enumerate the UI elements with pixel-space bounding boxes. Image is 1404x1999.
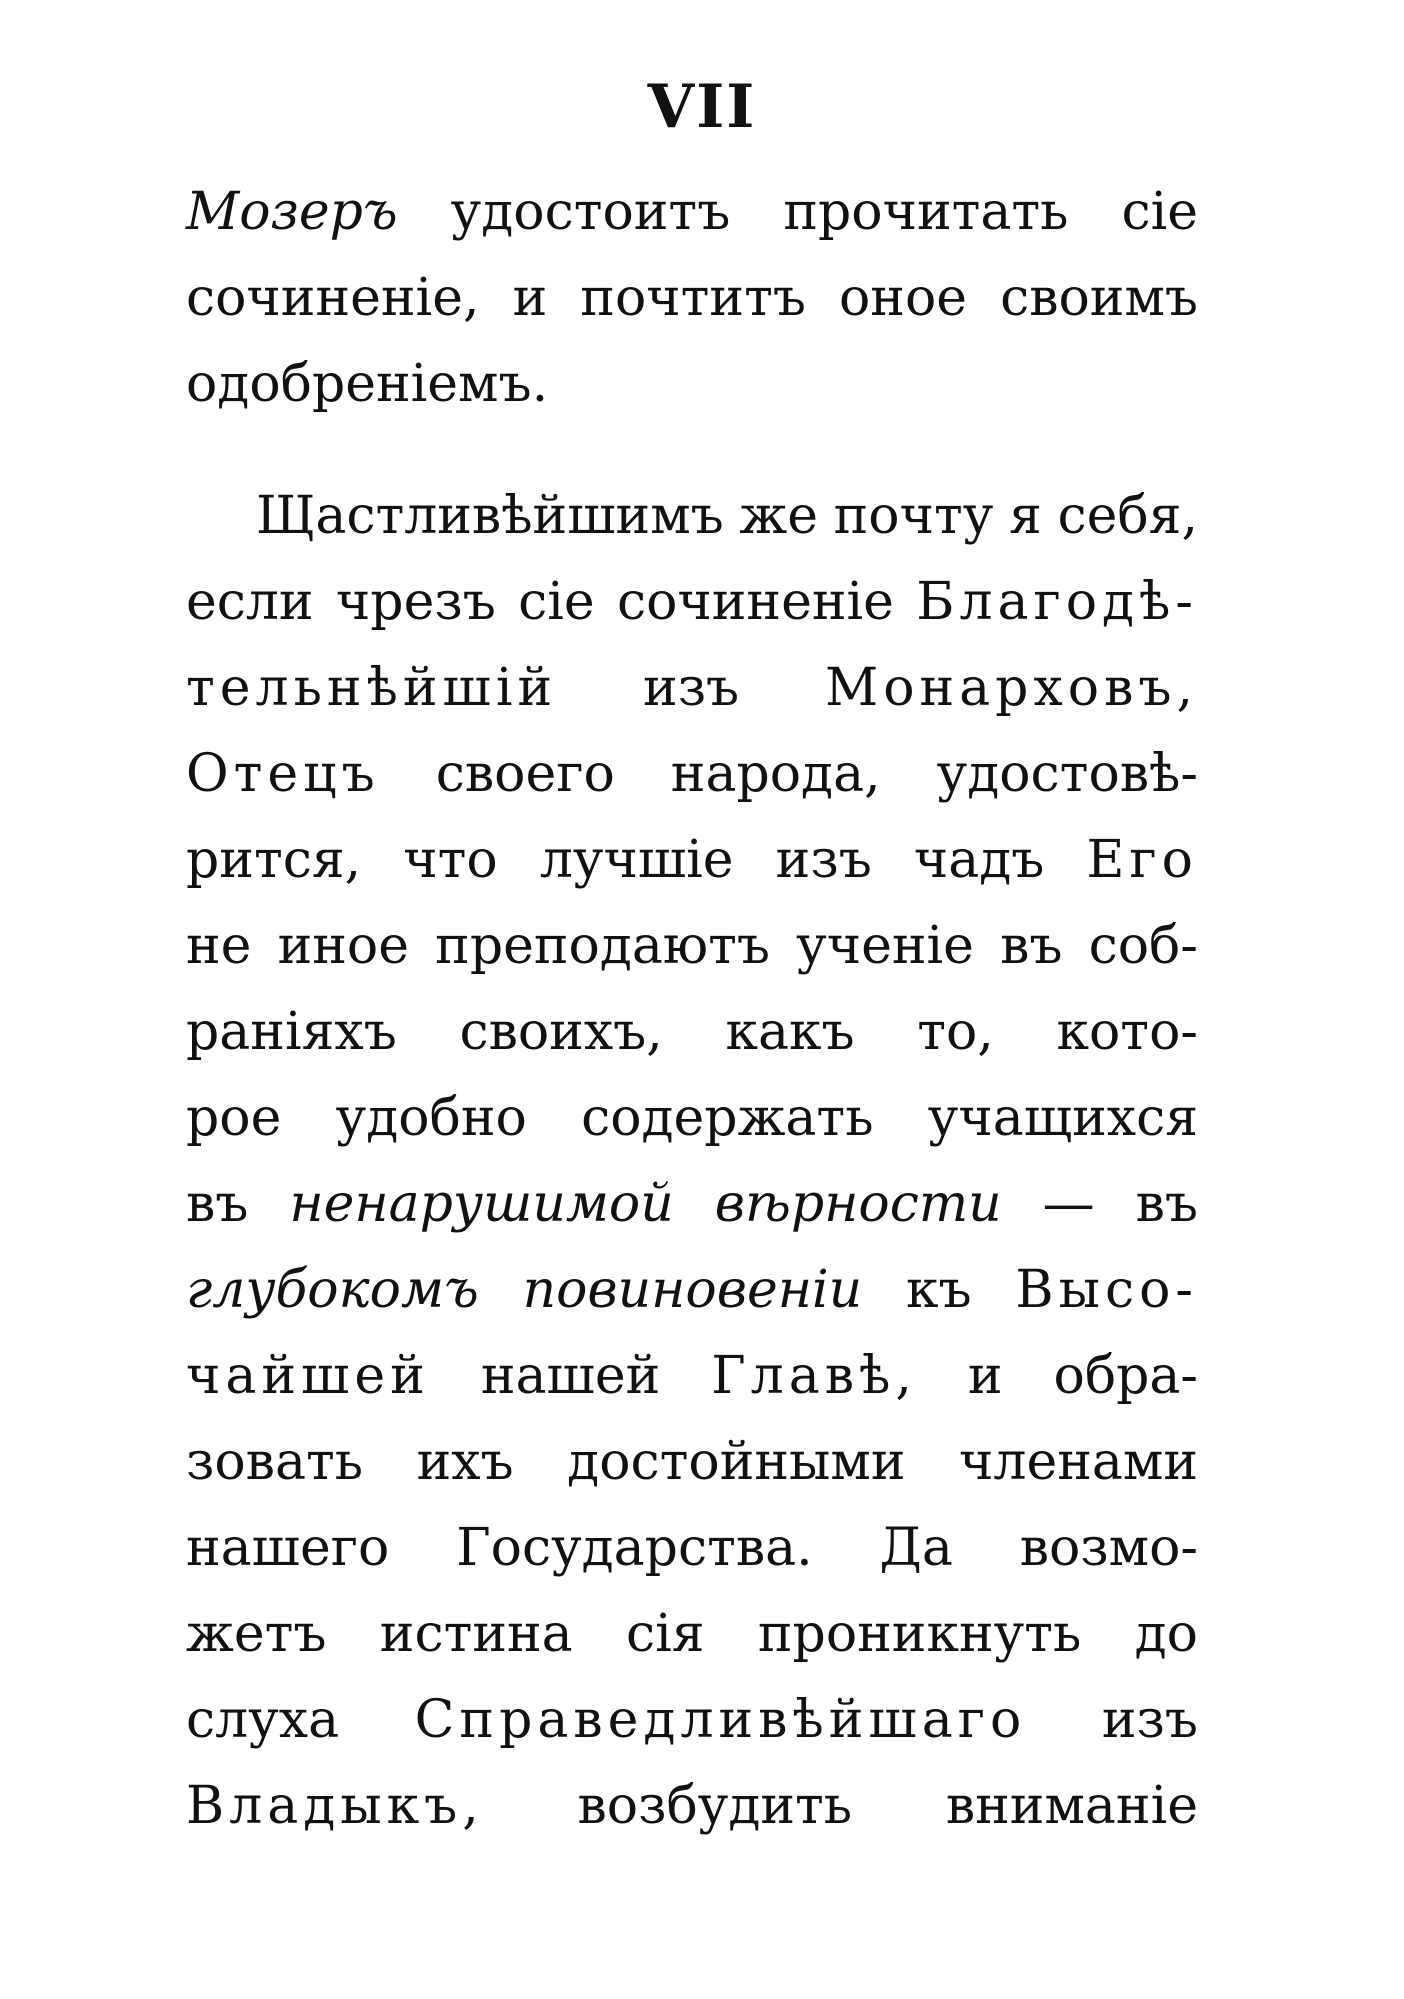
- word: сочиненіе: [616, 572, 894, 632]
- word: изъ: [775, 830, 872, 890]
- word: ихъ: [416, 1432, 514, 1492]
- word: кото-: [1056, 1002, 1198, 1062]
- page-number: VII: [647, 72, 757, 142]
- text-line: [186, 744, 1198, 830]
- word: изъ: [1101, 1690, 1198, 1750]
- word: возмо-: [1019, 1518, 1198, 1578]
- word: Щастливѣйшимъ: [256, 486, 724, 546]
- word: удобно: [335, 1088, 527, 1148]
- word: оное: [838, 268, 968, 328]
- word: своего: [435, 744, 615, 804]
- text-line: [186, 1776, 1198, 1862]
- word: нашей: [480, 1346, 661, 1406]
- word: повиновеніи: [522, 1260, 863, 1320]
- word: Владыкъ,: [186, 1776, 484, 1836]
- text-line: [186, 916, 1198, 1002]
- word: рое: [186, 1088, 282, 1148]
- word: Да: [879, 1518, 953, 1578]
- word: содержать: [581, 1088, 874, 1148]
- word: раніяхъ: [186, 1002, 397, 1062]
- word: жетъ: [186, 1604, 327, 1664]
- word: проникнуть: [757, 1604, 1082, 1664]
- text-line: [186, 354, 1198, 440]
- word: Благодѣ-: [916, 572, 1198, 632]
- word: зовать: [186, 1432, 364, 1492]
- word: же: [739, 486, 818, 546]
- word: рится,: [186, 830, 362, 890]
- paragraph-1: [186, 182, 1198, 440]
- word: тельнѣйшій: [186, 658, 558, 718]
- text-line: [186, 658, 1198, 744]
- word: почту: [833, 486, 994, 546]
- word: въ: [1000, 916, 1063, 976]
- word: то,: [917, 1002, 994, 1062]
- word: ненарушимой: [289, 1174, 674, 1234]
- word: учащихся: [927, 1088, 1198, 1148]
- word: Высо-: [1015, 1260, 1198, 1320]
- paragraph-2: [186, 486, 1198, 1862]
- word: иное: [277, 916, 409, 976]
- word: если: [186, 572, 314, 632]
- word: удостоитъ: [450, 182, 731, 242]
- word: вѣрности: [714, 1174, 1002, 1234]
- word: въ: [186, 1174, 249, 1234]
- text-line: [186, 1088, 1198, 1174]
- word: Справедливѣйшаго: [414, 1690, 1027, 1750]
- text-line: [186, 830, 1198, 916]
- word: сіе: [1121, 182, 1198, 242]
- word: сочиненіе,: [186, 268, 480, 328]
- text-line: [186, 572, 1198, 658]
- word: къ: [905, 1260, 972, 1320]
- word: вниманіе: [945, 1776, 1198, 1836]
- word: что: [403, 830, 498, 890]
- word: Его: [1086, 830, 1198, 890]
- word: ученіе: [796, 916, 974, 976]
- word: Главѣ,: [711, 1346, 917, 1406]
- word: прочитать: [783, 182, 1069, 242]
- word: —: [1042, 1174, 1095, 1234]
- word: народа,: [670, 744, 881, 804]
- text-line: [186, 1690, 1198, 1776]
- word: преподаютъ: [435, 916, 770, 976]
- word: не: [186, 916, 252, 976]
- text-line: [186, 1604, 1198, 1690]
- text-line: [186, 268, 1198, 354]
- word: сія: [626, 1604, 705, 1664]
- text-line: [186, 1260, 1198, 1346]
- word: одобреніемъ.: [186, 354, 549, 414]
- word: чрезъ: [335, 572, 496, 632]
- text-line: [186, 1346, 1198, 1432]
- word: достойными: [567, 1432, 906, 1492]
- word: своихъ,: [459, 1002, 663, 1062]
- word: почтитъ: [580, 268, 806, 328]
- word: истина: [379, 1604, 573, 1664]
- word: своимъ: [1000, 268, 1198, 328]
- word: въ: [1135, 1174, 1198, 1234]
- text-line: [186, 486, 1198, 572]
- word: Отецъ: [186, 744, 380, 804]
- word: Монарховъ,: [824, 658, 1198, 718]
- word: слуха: [186, 1690, 340, 1750]
- text-line: [186, 1174, 1198, 1260]
- word: я: [1009, 486, 1042, 546]
- word: нашего: [186, 1518, 390, 1578]
- text-line: [186, 182, 1198, 268]
- word: чадъ: [913, 830, 1045, 890]
- text-line: [186, 1002, 1198, 1088]
- word: Государства.: [456, 1518, 813, 1578]
- word: чайшей: [186, 1346, 430, 1406]
- word: удостовѣ-: [936, 744, 1198, 804]
- word: и: [967, 1346, 1003, 1406]
- text-line: [186, 1432, 1198, 1518]
- word: глубокомъ: [186, 1260, 479, 1320]
- word: и: [512, 268, 548, 328]
- word: соб-: [1088, 916, 1198, 976]
- word: изъ: [643, 658, 740, 718]
- text-line: [186, 1518, 1198, 1604]
- word: Мозеръ: [186, 182, 398, 242]
- word: сіе: [518, 572, 595, 632]
- word: какъ: [725, 1002, 855, 1062]
- word: обра-: [1053, 1346, 1198, 1406]
- word: себя,: [1057, 486, 1198, 546]
- word: членами: [959, 1432, 1198, 1492]
- word: до: [1134, 1604, 1198, 1664]
- word: возбудить: [577, 1776, 853, 1836]
- word: лучшіе: [539, 830, 734, 890]
